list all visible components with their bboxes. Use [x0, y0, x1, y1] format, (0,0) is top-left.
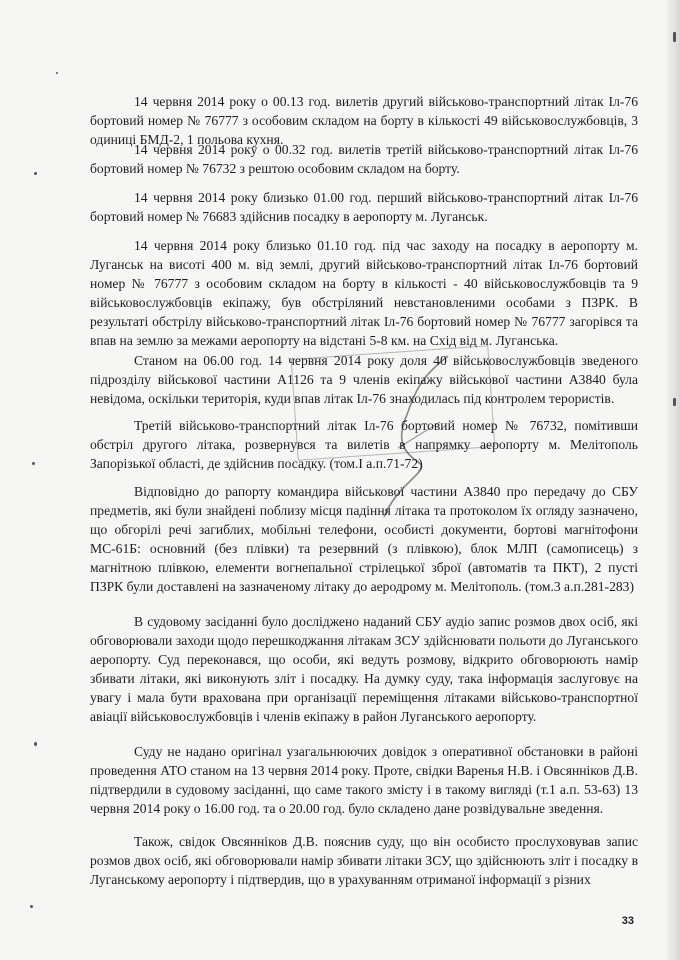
paragraph-9: Суду не надано оригінал узагальнюючих довідок з оперативної обстановки в районі проведення АТО станом на 13 червня 2014 року. Проте, свідки Варенья Н.В. і Овсянніков Д.В. підтвердили в судовому засіданні, що саме такого змісту і в такому вигляді (т.1 а.п. 53-63) 13 червня 2014 року о 16.00 год. та о 20.00 год. було складено дане розвідувальне зведення. [90, 744, 638, 816]
paragraph-5: Станом на 06.00 год. 14 червня 2014 року доля 40 військовослужбовців зведеного підрозділу військової частини А1126 та 9 членів екіпажу військової частини А3840 була невідома, оскільки територія, куди впав літак Іл-76 знаходилась під контролем терористів. [90, 353, 638, 406]
paragraph-1: 14 червня 2014 року о 00.13 год. вилетів другий військово-транспортний літак Іл-76 бортовий номер № 76777 з особовим складом на борту в кількості 49 військовослужбовців, 3 одиниці БМД-2, 1 польова кухня. [90, 94, 638, 147]
scan-speck [30, 905, 33, 908]
paragraph-4: 14 червня 2014 року близько 01.10 год. під час заходу на посадку в аеропорту м. Луганськ на висоті 400 м. від землі, другий військово-транспортний літак Іл-76 бортовий номер № 76777 з особовим складом на борту в кількості - 40 військовослужбовців та 9 військовослужбовців екіпажу, був обстріляний невстановленими особами з ПЗРК. В результаті обстрілу військово-транспортний літак Іл-76 бортовий номер № 76777 загорівся та впав на землю за межами аеропорту на відстані 5-8 км. на Схід від м. Луганська. [90, 238, 638, 348]
scan-speck [673, 398, 676, 406]
paragraph-6: Третій військово-транспортний літак Іл-76 бортовий номер № 76732, помітивши обстріл другого літака, розвернувся та вилетів в напрямку аеропорту м. Мелітополь Запорізької області, де здійснив посадку. (том.І а.п.71-72) [90, 418, 638, 471]
paragraph-10: Також, свідок Овсянніков Д.В. пояснив суду, що він особисто прослуховував запис розмов двох осіб, які обговорювали намір збивати літаки ЗСУ, що здійснюють зліт і посадку в Луганському аеропорту і підтвердив, що в урахуванням отриманої інформації з різних [90, 834, 638, 887]
page-number: 33 [621, 915, 634, 927]
paragraph-8: В судовому засіданні було досліджено наданий СБУ аудіо запис розмов двох осіб, які обговорювали заходи щодо перешкоджання літакам ЗСУ здійснювати польоти до Луганського аеропорту. Суд переконався, що особи, які ведуть розмову, відкрито обговорюють намір збивати літаки, які виконують зліт і посадку. На думку суду, така інформація заслуговує на увагу і мала бути врахована при організації переміщення літаками військово-транспортної авіації військовослужбовців і членів екіпажу в район Луганського аеропорту. [90, 614, 638, 724]
paragraph-3: 14 червня 2014 року близько 01.00 год. перший військово-транспортний літак Іл-76 бортовий номер № 76683 здійснив посадку в аеропорту м. Луганськ. [90, 190, 638, 224]
scan-speck [34, 742, 37, 746]
scan-speck [32, 462, 35, 465]
scan-speck [34, 172, 37, 175]
paragraph-7: Відповідно до рапорту командира військової частини А3840 про передачу до СБУ предметів, які були знайдені поблизу місця падіння літака та протоколом їх огляду зазначено, що обгорілі речі загиблих, мобільні телефони, особисті документи, бортові магнітофони МС-61Б: основний (без плівки) та резервний (з плівкою), блок МЛП (самописець) з магнітною плівкою, елементи вогнепальної стрілецької зброї (автоматів та ПКТ), 2 пусті ПЗРК були доставлені на зазначеному літаку до аеродрому м. Мелітополь. (том.3 а.п.281-283) [90, 484, 638, 594]
scan-speck [673, 32, 676, 42]
scan-speck [56, 72, 58, 74]
paragraph-2: 14 червня 2014 року о 00.32 год. вилетів третій військово-транспортний літак Іл-76 бортовий номер № 76732 з рештою особовим складом на борту. [90, 142, 638, 176]
page-edge-shadow [666, 0, 680, 960]
